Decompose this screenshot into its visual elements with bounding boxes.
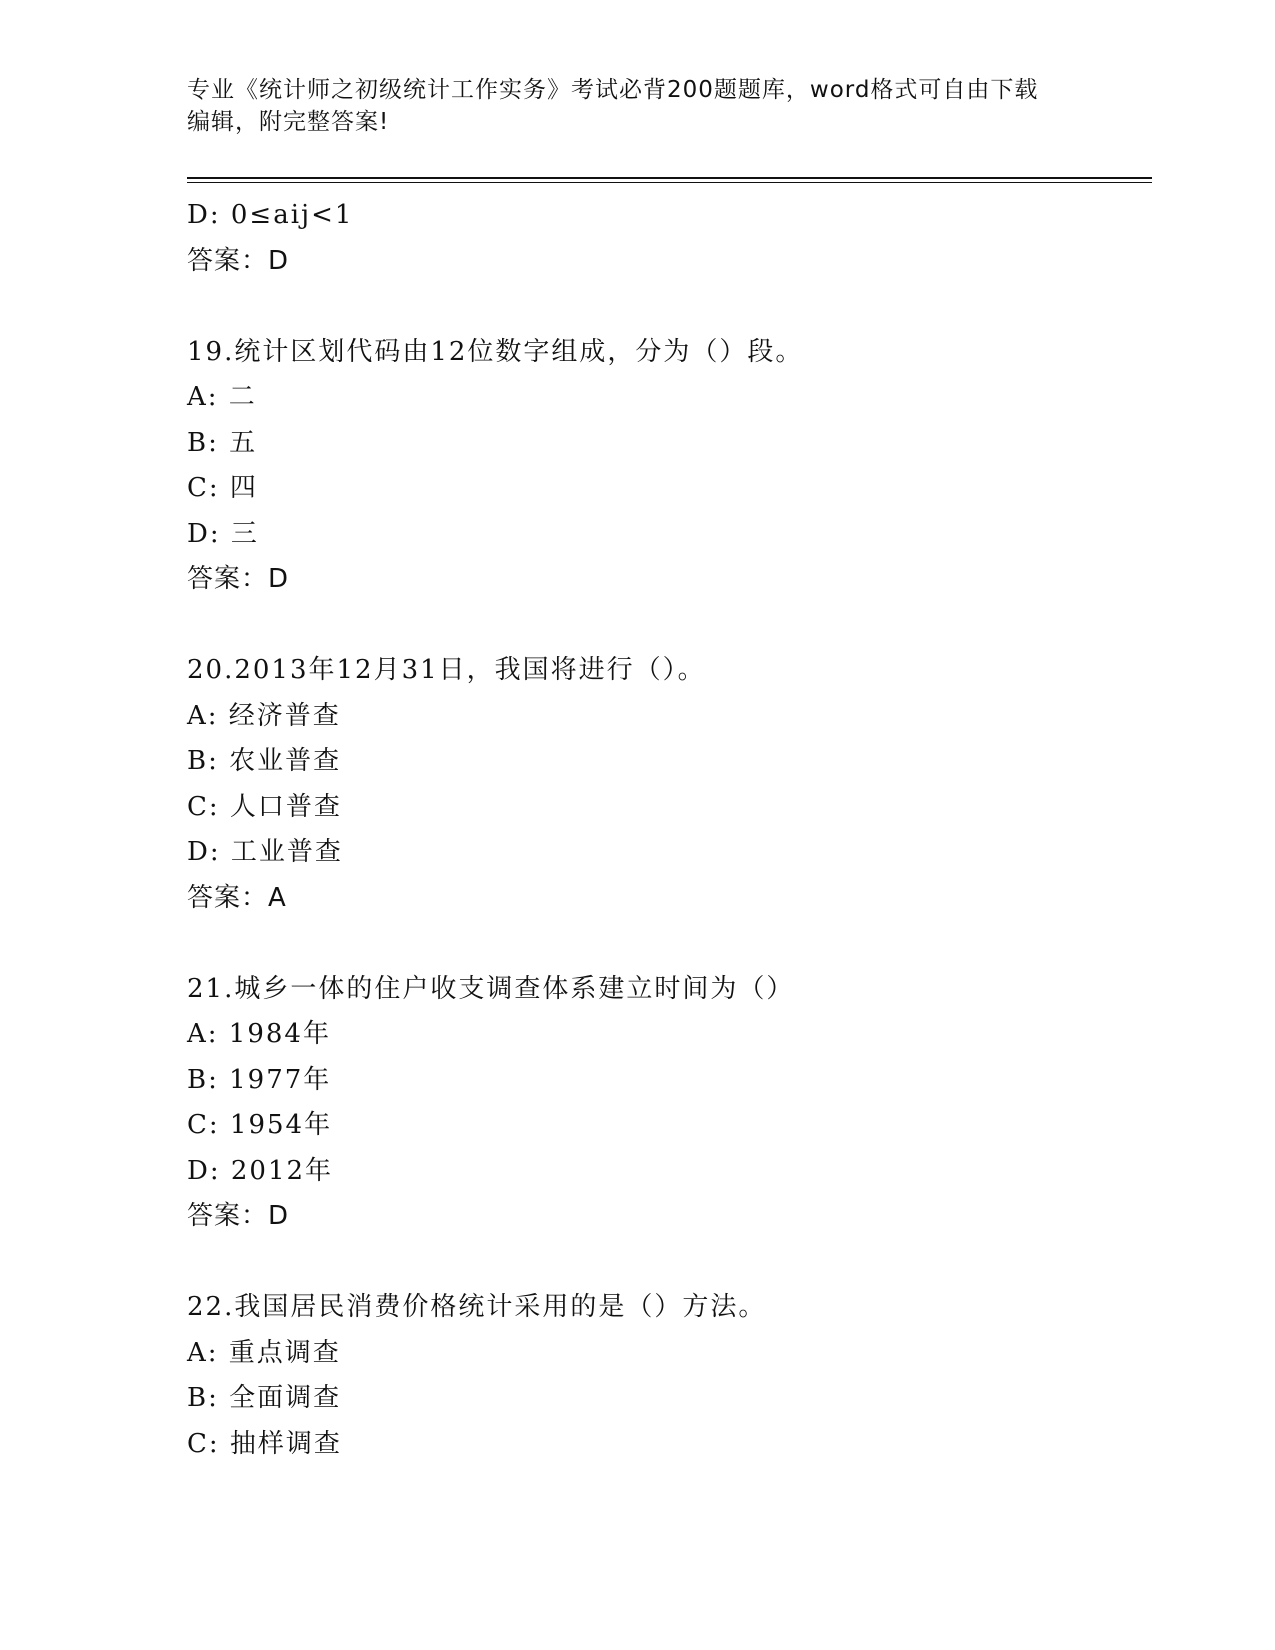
option-c: C: 人口普查 [187,791,342,822]
answer-line: 答案：D [187,1201,290,1231]
question-list [187,193,1147,1467]
option-c: C: 四 [187,473,258,503]
option-d: D: 工业普查 [187,837,343,867]
header-rule-thin [187,182,1152,183]
question-22 [187,1285,1147,1467]
option-a: A: 经济普查 [187,700,341,731]
question-20 [187,648,1147,921]
option-c: C: 抽样调查 [187,1428,342,1459]
option-b: B: 五 [187,427,258,458]
header-line-1: 专业《统计师之初级统计工作实务》考试必背200题题库，word格式可自由下载 [187,77,1039,103]
header-rule-thick [187,177,1152,179]
option-b: B: 农业普查 [187,746,342,776]
spacer [187,284,1147,330]
question-stem: 19.统计区划代码由12位数字组成，分为（）段。 [187,336,804,367]
question-21 [187,967,1147,1240]
option-d: D: 0≤aij<1 [187,200,354,230]
spacer [187,1240,1147,1286]
option-d: D: 2012年 [187,1155,334,1186]
question-19 [187,330,1147,603]
question-stem: 22.我国居民消费价格统计采用的是（）方法。 [187,1292,767,1322]
option-a: A: 1984年 [187,1019,331,1049]
answer-line: 答案：D [187,564,290,594]
spacer [187,921,1147,967]
option-b: B: 全面调查 [187,1383,342,1413]
spacer [187,603,1147,649]
question-stem: 21.城乡一体的住户收支调查体系建立时间为（） [187,973,795,1004]
option-b: B: 1977年 [187,1064,332,1095]
option-a: A: 二 [187,382,257,412]
option-d: D: 三 [187,518,259,549]
answer-line: 答案：D [187,245,290,276]
document-header [187,74,1067,138]
option-c: C: 1954年 [187,1110,333,1140]
header-line-2: 编辑，附完整答案! [187,109,390,135]
option-a: A: 重点调查 [187,1337,341,1368]
question-stem: 20.2013年12月31日，我国将进行（）。 [187,655,706,685]
answer-line: 答案：A [187,882,287,913]
